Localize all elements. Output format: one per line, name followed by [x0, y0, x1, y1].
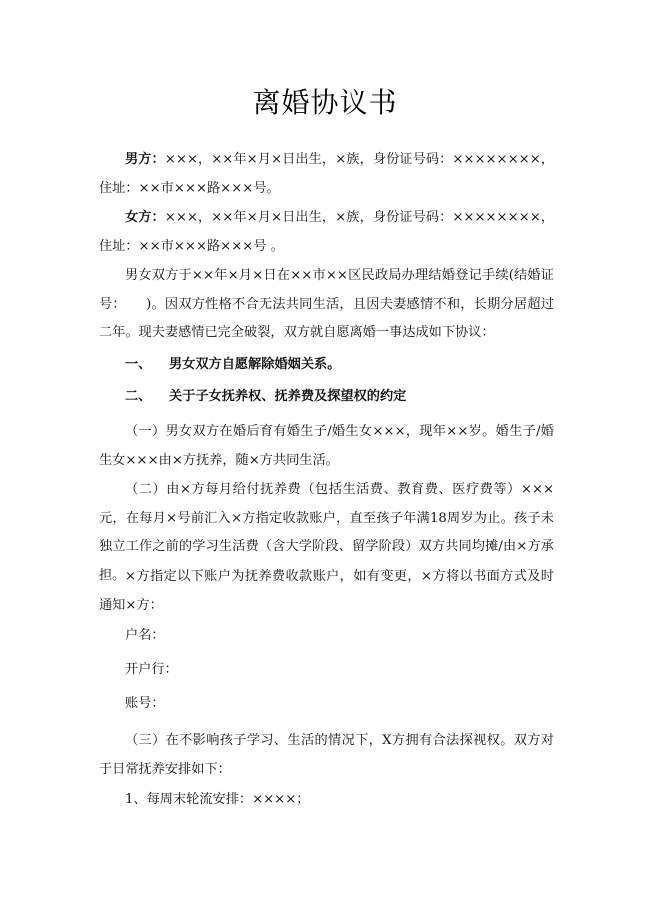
bank-field: 开户行：: [125, 662, 178, 677]
intro-paragraph: 男女双方于××年×月×日在××市××区民政局办理结婚登记手续(结婚证号： )。因双方性格不合无法共同生活，且因夫妻感情不和，长期分居超过二年。现夫妻感情已完全破裂，双方就自愿离婚一事达成如下协议：: [99, 268, 554, 341]
male-party-label: 男方：: [125, 152, 165, 167]
account-name-field: 户名：: [125, 628, 165, 643]
document-title: 离婚协议书: [252, 86, 398, 119]
clause-three-paragraph: （三）在不影响孩子学习、生活的情况下，X方拥有合法探视权。双方对于日常抚养安排如下：: [99, 733, 554, 777]
section-two-text: 关于子女抚养权、抚养费及探望权的约定: [169, 389, 407, 404]
female-party-paragraph: [99, 204, 554, 261]
account-number-field: 账号：: [125, 696, 165, 711]
clause-one-paragraph: （一）男女双方在婚后育有婚生子/婚生女×××，现年××岁。婚生子/婚生女×××由×方抚养，随×方共同生活。: [99, 424, 554, 468]
male-party-info: ×××，××年×月×日出生，×族，身份证号码：××××××××，住址：××市×××路×××号。: [99, 152, 555, 196]
account-note-paragraph: ×方指定以下账户为抚养费收款账户，如有变更，×方将以书面方式及时通知×方：: [99, 569, 554, 613]
section-one-number: 一、: [125, 357, 152, 372]
arrangement-item-1: 1、每周末轮流安排：××××；: [125, 792, 310, 807]
section-two-number: 二、: [125, 389, 152, 404]
female-party-label: 女方：: [125, 210, 165, 225]
section-one-heading: [125, 354, 555, 376]
female-party-info: ×××，××年×月×日出生，×族，身份证号码：××××××××，住址：××市×××路×××号 。: [99, 210, 555, 254]
section-one-text: 男女双方自愿解除婚姻关系。: [169, 357, 341, 372]
section-two-heading: [125, 386, 555, 408]
clause-two-paragraph: （二）由×方每月给付抚养费（包括生活费、教育费、医疗费等）×××元，在每月×号前汇入×方指定收款账户，直至孩子年满18周岁为止。孩子未独立工作之前的学习生活费（含大学阶段、留学阶段）双方共同均摊/由×方承担。: [99, 482, 554, 583]
male-party-paragraph: [99, 146, 554, 203]
